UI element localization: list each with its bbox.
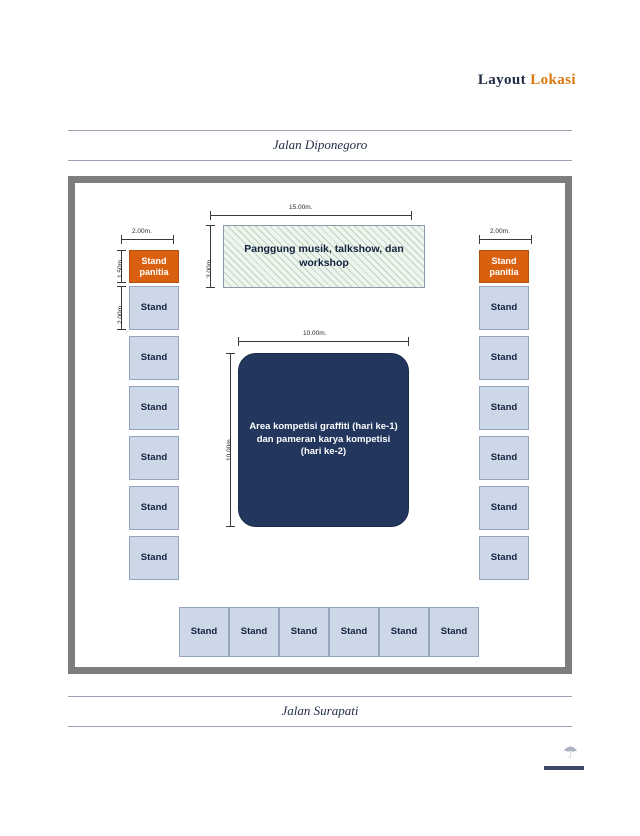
stand-bottom-2[interactable]: [229, 607, 279, 657]
stand-right-2[interactable]: [479, 286, 529, 330]
stand-right-5-label: Stand: [490, 451, 518, 463]
dim-label-comp-width: 10.00m.: [303, 330, 327, 337]
stand-bottom-5-label: Stand: [390, 625, 418, 637]
stand-left-2-label: Stand: [140, 301, 168, 313]
stand-right-4-label: Stand: [490, 401, 518, 413]
stand-left-7[interactable]: [129, 536, 179, 580]
stand-left-6[interactable]: [129, 486, 179, 530]
dim-label-left-col-width: 2.00m.: [132, 228, 152, 235]
stand-right-7-label: Stand: [490, 551, 518, 563]
stand-left-1-label: Stand panitia: [139, 256, 169, 277]
stand-left-7-label: Stand: [140, 551, 168, 563]
dim-label-right-col-width: 2.00m.: [490, 228, 510, 235]
zone-competition-label: Area kompetisi graffiti (hari ke-1) dan pameran karya kompetisi (hari ke-2): [249, 420, 398, 458]
stand-left-4-label: Stand: [140, 401, 168, 413]
site-plan-frame: [68, 176, 572, 674]
page-title-part2: Lokasi: [530, 72, 576, 88]
stand-bottom-3[interactable]: [279, 607, 329, 657]
stand-right-1[interactable]: [479, 250, 529, 283]
stand-right-6-label: Stand: [490, 501, 518, 513]
dim-line-left-col-width: [121, 239, 174, 240]
stand-left-4[interactable]: [129, 386, 179, 430]
dim-line-stage-width: [210, 215, 412, 216]
stand-bottom-2-label: Stand: [240, 625, 268, 637]
stand-bottom-3-label: Stand: [290, 625, 318, 637]
zone-stage[interactable]: [223, 225, 425, 288]
page-title-part1: Layout: [477, 72, 531, 88]
footer-glyph-icon: ☂: [562, 743, 578, 762]
site-plan-inner: [75, 183, 565, 667]
stand-left-5[interactable]: [129, 436, 179, 480]
dim-label-stage-width: 15.00m.: [289, 204, 313, 211]
stand-right-4[interactable]: [479, 386, 529, 430]
stand-left-5-label: Stand: [140, 451, 168, 463]
footer-logo-mark: [544, 744, 584, 770]
dim-line-right-col-width: [479, 239, 532, 240]
dim-label-stage-height: 3.00m.: [206, 258, 213, 278]
stand-bottom-1[interactable]: [179, 607, 229, 657]
stand-right-7[interactable]: [479, 536, 529, 580]
stand-right-2-label: Stand: [490, 301, 518, 313]
divider-top-lower: [68, 160, 572, 161]
stand-left-3[interactable]: [129, 336, 179, 380]
divider-bottom-lower: [68, 726, 572, 727]
stand-right-5[interactable]: [479, 436, 529, 480]
dim-line-stage-height: [210, 225, 211, 288]
dim-label-stand-height: 2.00m.: [117, 304, 124, 324]
dim-line-comp-width: [238, 341, 409, 342]
zone-stage-label: Panggung musik, talkshow, dan workshop: [244, 242, 404, 269]
page-title: [478, 72, 576, 89]
stand-bottom-4-label: Stand: [340, 625, 368, 637]
stand-left-1[interactable]: [129, 250, 179, 283]
zone-competition-area[interactable]: [238, 353, 409, 527]
stand-left-3-label: Stand: [140, 351, 168, 363]
street-top-label: Jalan Diponegoro: [272, 137, 368, 152]
stand-bottom-5[interactable]: [379, 607, 429, 657]
stand-right-1-label: Stand panitia: [489, 256, 519, 277]
dim-label-comp-height: 10.00m.: [226, 437, 233, 461]
street-bottom: [68, 696, 572, 727]
stand-left-2[interactable]: [129, 286, 179, 330]
stand-left-6-label: Stand: [140, 501, 168, 513]
street-bottom-label: Jalan Surapati: [281, 703, 359, 718]
footer-bar: [544, 766, 584, 770]
stand-bottom-1-label: Stand: [190, 625, 218, 637]
dim-label-panitia-height: 1.50m.: [117, 258, 124, 278]
stand-right-3[interactable]: [479, 336, 529, 380]
stand-right-6[interactable]: [479, 486, 529, 530]
street-top: [68, 130, 572, 161]
stand-right-3-label: Stand: [490, 351, 518, 363]
stand-bottom-6-label: Stand: [440, 625, 468, 637]
stand-bottom-6[interactable]: [429, 607, 479, 657]
stand-bottom-4[interactable]: [329, 607, 379, 657]
